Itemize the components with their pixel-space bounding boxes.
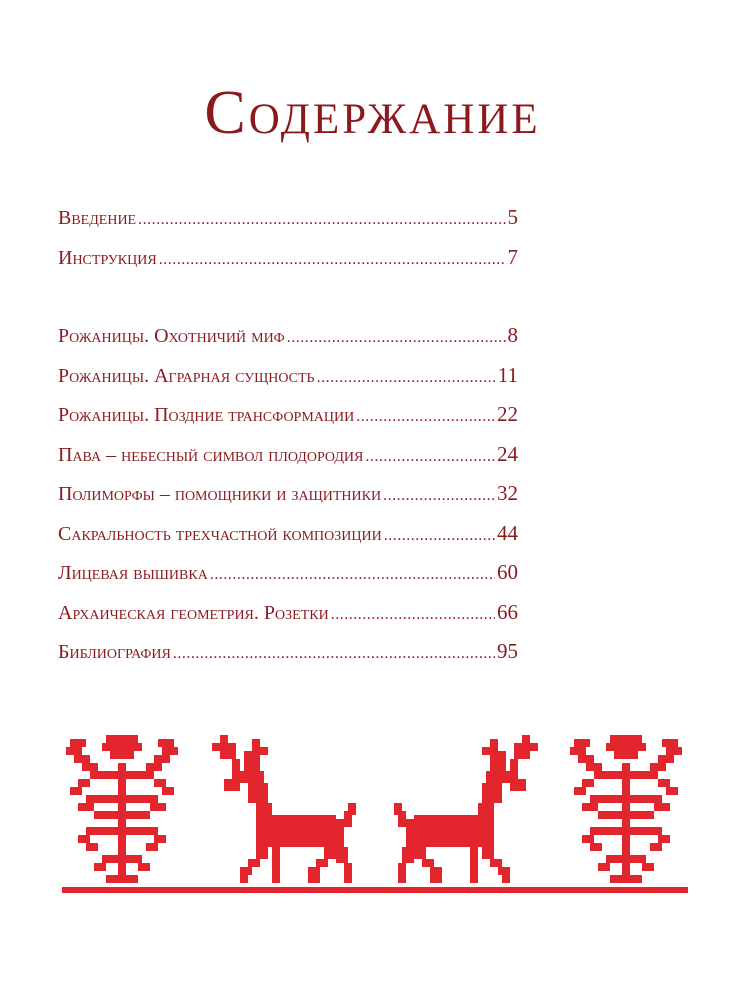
toc-leader-dots	[210, 566, 495, 584]
toc-leader-dots	[384, 527, 495, 545]
page-title: Содержание	[204, 79, 541, 147]
tree-motif-icon	[570, 735, 682, 883]
toc-entry-page: 60	[497, 560, 518, 584]
toc-entry-page: 8	[507, 323, 518, 347]
toc-entry-label: Лицевая вышивка	[58, 562, 208, 584]
toc-entry-label: Полиморфы – помощники и защитники	[58, 483, 382, 505]
toc-entry-label: Инструкция	[58, 246, 157, 269]
toc-leader-dots	[317, 369, 496, 387]
toc-entry-label: Рожаницы. Аграрная сущность	[58, 364, 315, 387]
toc-entry[interactable]	[58, 442, 518, 482]
toc-leader-dots	[383, 487, 495, 505]
toc-entry-page: 22	[497, 402, 518, 426]
toc-leader-dots	[159, 251, 506, 269]
embroidery-ornament	[62, 733, 688, 895]
toc-entry-page: 66	[497, 599, 518, 624]
toc-entry-page: 32	[497, 481, 518, 505]
toc-leader-dots	[356, 408, 495, 426]
toc-entry-label: Библиография	[58, 641, 171, 663]
deer-motif-icon	[212, 735, 356, 883]
toc-leader-dots	[331, 606, 495, 624]
toc-entry-page: 7	[507, 244, 518, 269]
toc-entry-label: Рожаницы. Поздние трансформации	[58, 404, 355, 426]
toc-entry-label: Введение	[58, 207, 137, 229]
toc-entry[interactable]	[58, 600, 518, 640]
toc-leader-dots	[173, 645, 495, 663]
toc-entry-label: Архаическая геометрия. Розетки	[58, 601, 329, 624]
table-of-contents	[58, 205, 518, 679]
deer-motif-icon	[394, 735, 538, 883]
toc-entry[interactable]	[58, 205, 518, 245]
toc-entry[interactable]	[58, 245, 518, 285]
toc-entry[interactable]	[58, 323, 518, 363]
toc-entry-label: Пава – небесный символ плодородия	[58, 443, 364, 466]
toc-entry-page: 5	[507, 205, 518, 229]
toc-entry-page: 95	[497, 639, 518, 663]
tree-motif-icon	[66, 735, 178, 883]
toc-entry[interactable]	[58, 481, 518, 521]
toc-entry-label: Сакральность трехчастной композиции	[58, 522, 382, 545]
toc-leader-dots	[138, 211, 505, 229]
toc-entry[interactable]	[58, 521, 518, 561]
toc-entry[interactable]	[58, 363, 518, 403]
toc-entry[interactable]	[58, 639, 518, 679]
toc-leader-dots	[287, 329, 506, 347]
ornament-baseline	[62, 887, 688, 893]
toc-leader-dots	[365, 448, 495, 466]
toc-entry-page: 44	[497, 520, 518, 545]
toc-entry-label: Рожаницы. Охотничий миф	[58, 325, 285, 347]
toc-entry[interactable]	[58, 402, 518, 442]
toc-entry[interactable]	[58, 560, 518, 600]
toc-entry-page: 11	[497, 362, 518, 387]
toc-entry-page: 24	[497, 441, 518, 466]
